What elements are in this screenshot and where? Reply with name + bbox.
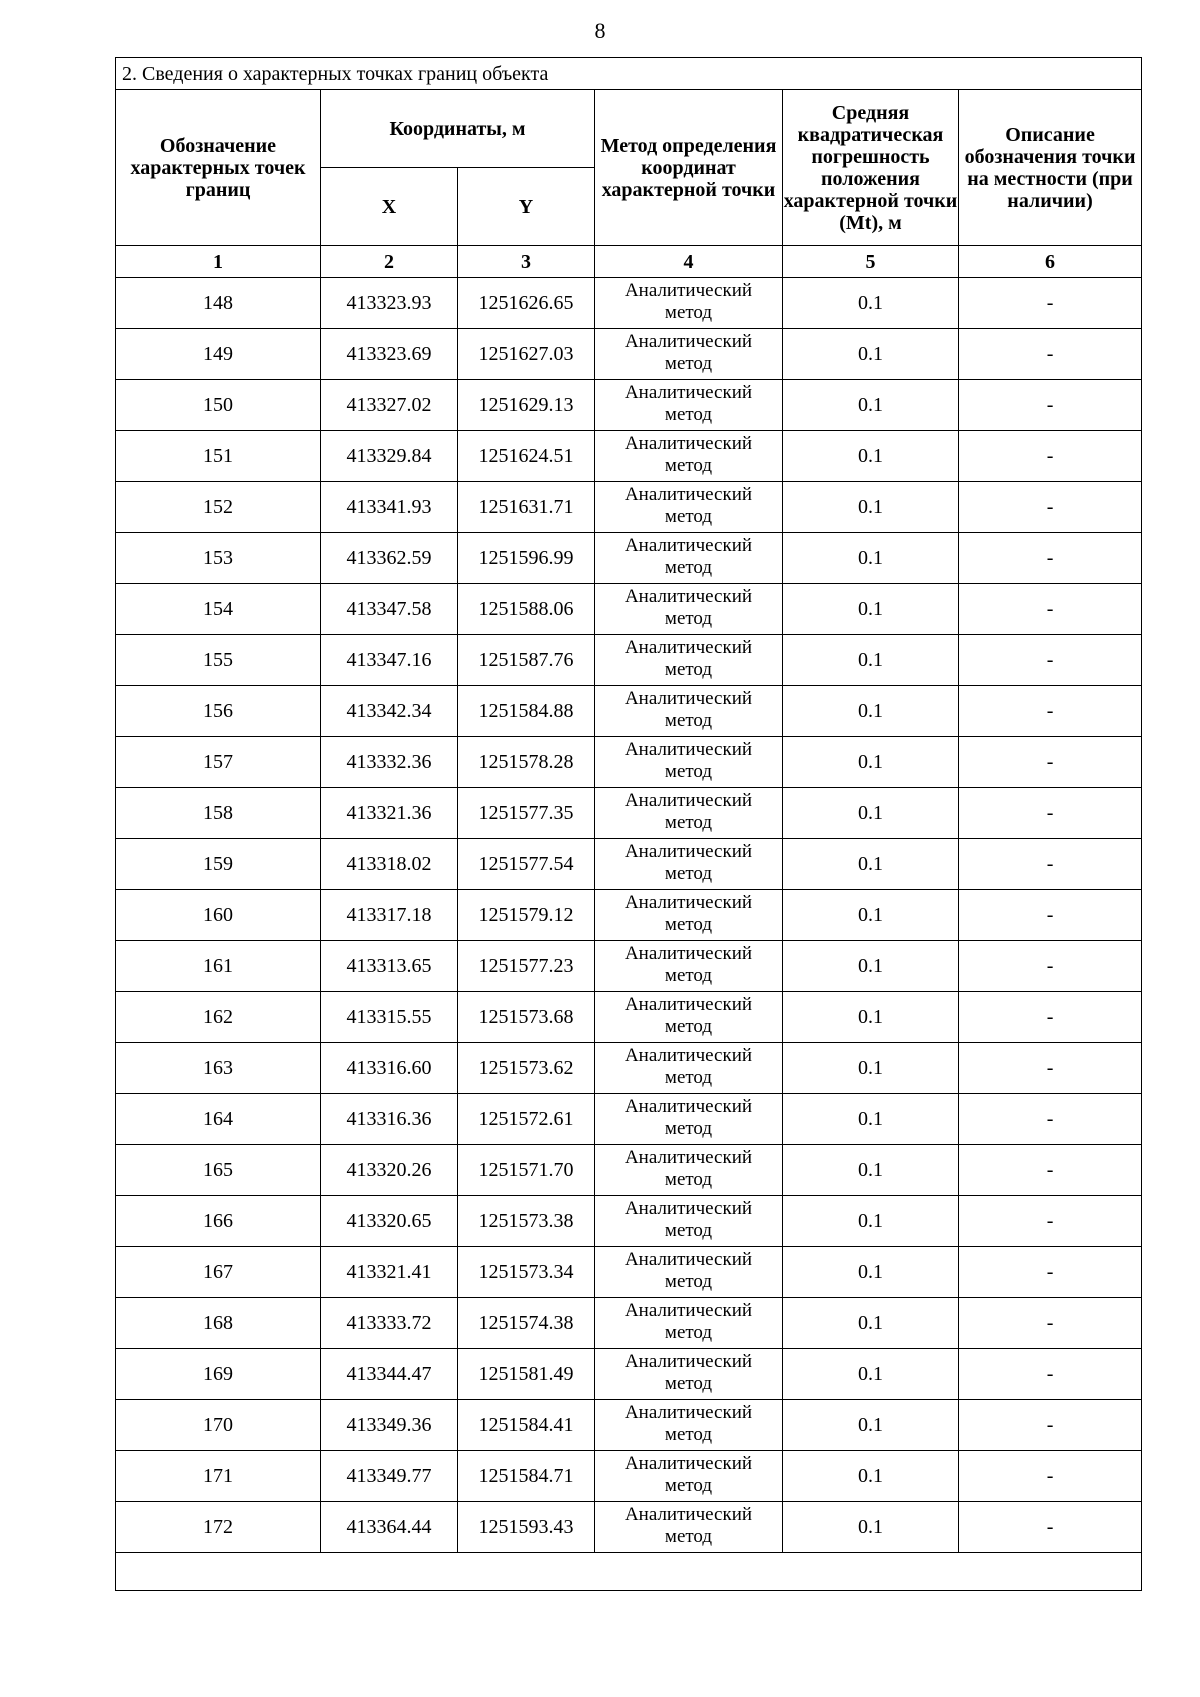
point-id: 149	[116, 329, 321, 380]
mean-square-error: 0.1	[783, 788, 959, 839]
mean-square-error: 0.1	[783, 1196, 959, 1247]
table-footer-empty-row	[116, 1553, 1142, 1591]
table-row	[116, 686, 1142, 737]
column-number: 1	[116, 246, 321, 278]
table-row	[116, 380, 1142, 431]
point-description: -	[959, 1451, 1142, 1502]
method-cell	[595, 788, 783, 839]
method-line-1: Аналитический	[624, 1453, 753, 1475]
point-description: -	[959, 1247, 1142, 1298]
method-line-1: Аналитический	[624, 280, 753, 302]
method-line-1: Аналитический	[624, 586, 753, 608]
point-id: 151	[116, 431, 321, 482]
method-line-2: метод	[664, 710, 713, 731]
method-line-1: Аналитический	[624, 382, 753, 404]
method-line-2: метод	[664, 455, 713, 476]
method-line-2: метод	[664, 506, 713, 527]
coordinate-y: 1251571.70	[458, 1145, 595, 1196]
method-line-2: метод	[664, 1067, 713, 1088]
coordinate-x: 413317.18	[321, 890, 458, 941]
method-line-2: метод	[664, 1373, 713, 1394]
coordinate-y: 1251629.13	[458, 380, 595, 431]
mean-square-error: 0.1	[783, 329, 959, 380]
method-cell	[595, 482, 783, 533]
method-line-1: Аналитический	[624, 943, 753, 965]
table-row	[116, 890, 1142, 941]
coordinate-y: 1251624.51	[458, 431, 595, 482]
method-line-2: метод	[664, 761, 713, 782]
column-number: 6	[959, 246, 1142, 278]
point-id: 148	[116, 278, 321, 329]
method-cell	[595, 941, 783, 992]
mean-square-error: 0.1	[783, 482, 959, 533]
table-row	[116, 788, 1142, 839]
point-description: -	[959, 635, 1142, 686]
point-id: 167	[116, 1247, 321, 1298]
coordinate-x: 413344.47	[321, 1349, 458, 1400]
method-cell	[595, 431, 783, 482]
table-row	[116, 584, 1142, 635]
header-coordinates: Координаты, м	[321, 90, 595, 168]
coordinate-x: 413321.36	[321, 788, 458, 839]
coordinate-x: 413316.36	[321, 1094, 458, 1145]
coordinate-x: 413364.44	[321, 1502, 458, 1553]
point-description: -	[959, 533, 1142, 584]
method-cell	[595, 584, 783, 635]
table-row	[116, 1145, 1142, 1196]
method-line-1: Аналитический	[624, 637, 753, 659]
point-description: -	[959, 941, 1142, 992]
point-id: 165	[116, 1145, 321, 1196]
method-cell	[595, 890, 783, 941]
point-description: -	[959, 737, 1142, 788]
point-id: 163	[116, 1043, 321, 1094]
method-cell	[595, 1094, 783, 1145]
point-id: 168	[116, 1298, 321, 1349]
method-line-1: Аналитический	[624, 841, 753, 863]
point-description: -	[959, 380, 1142, 431]
point-description: -	[959, 992, 1142, 1043]
method-line-2: метод	[664, 302, 713, 323]
method-line-2: метод	[664, 1169, 713, 1190]
table-body	[116, 278, 1142, 1553]
coordinate-y: 1251573.68	[458, 992, 595, 1043]
mean-square-error: 0.1	[783, 635, 959, 686]
header-point-description: Описание обозначения точки на местности (при наличии)	[959, 90, 1142, 246]
method-line-2: метод	[664, 404, 713, 425]
table-row	[116, 1400, 1142, 1451]
point-id: 169	[116, 1349, 321, 1400]
method-line-1: Аналитический	[624, 1147, 753, 1169]
method-cell	[595, 635, 783, 686]
method-cell	[595, 737, 783, 788]
table-row	[116, 1043, 1142, 1094]
point-id: 164	[116, 1094, 321, 1145]
column-number: 2	[321, 246, 458, 278]
mean-square-error: 0.1	[783, 1247, 959, 1298]
coordinate-x: 413323.69	[321, 329, 458, 380]
coordinate-x: 413320.65	[321, 1196, 458, 1247]
point-description: -	[959, 1298, 1142, 1349]
method-line-2: метод	[664, 557, 713, 578]
point-id: 156	[116, 686, 321, 737]
coordinate-y: 1251577.23	[458, 941, 595, 992]
table-row	[116, 1451, 1142, 1502]
method-cell	[595, 1043, 783, 1094]
point-description: -	[959, 1502, 1142, 1553]
table-row	[116, 839, 1142, 890]
boundary-points-table	[115, 57, 1142, 1591]
mean-square-error: 0.1	[783, 1349, 959, 1400]
point-id: 171	[116, 1451, 321, 1502]
method-cell	[595, 329, 783, 380]
method-line-1: Аналитический	[624, 484, 753, 506]
point-description: -	[959, 1349, 1142, 1400]
point-description: -	[959, 1400, 1142, 1451]
method-line-2: метод	[664, 1016, 713, 1037]
coordinate-y: 1251626.65	[458, 278, 595, 329]
coordinate-y: 1251584.71	[458, 1451, 595, 1502]
coordinate-x: 413347.16	[321, 635, 458, 686]
method-line-2: метод	[664, 812, 713, 833]
point-id: 162	[116, 992, 321, 1043]
column-number: 4	[595, 246, 783, 278]
method-line-2: метод	[664, 1271, 713, 1292]
point-description: -	[959, 1196, 1142, 1247]
page-number: 8	[594, 18, 606, 43]
method-line-1: Аналитический	[624, 892, 753, 914]
coordinate-x: 413342.34	[321, 686, 458, 737]
table-row	[116, 1502, 1142, 1553]
method-line-2: метод	[664, 1424, 713, 1445]
coordinate-y: 1251578.28	[458, 737, 595, 788]
header-x: X	[321, 168, 458, 246]
method-line-1: Аналитический	[624, 1351, 753, 1373]
method-cell	[595, 686, 783, 737]
mean-square-error: 0.1	[783, 1502, 959, 1553]
mean-square-error: 0.1	[783, 1451, 959, 1502]
method-cell	[595, 533, 783, 584]
table-row	[116, 737, 1142, 788]
table-row	[116, 1094, 1142, 1145]
mean-square-error: 0.1	[783, 839, 959, 890]
mean-square-error: 0.1	[783, 380, 959, 431]
point-id: 150	[116, 380, 321, 431]
method-cell	[595, 1349, 783, 1400]
table-row	[116, 431, 1142, 482]
coordinate-y: 1251573.34	[458, 1247, 595, 1298]
coordinate-x: 413362.59	[321, 533, 458, 584]
coordinate-y: 1251588.06	[458, 584, 595, 635]
method-cell	[595, 1247, 783, 1298]
coordinate-x: 413321.41	[321, 1247, 458, 1298]
method-line-1: Аналитический	[624, 688, 753, 710]
method-line-1: Аналитический	[624, 739, 753, 761]
method-line-2: метод	[664, 608, 713, 629]
mean-square-error: 0.1	[783, 992, 959, 1043]
method-line-1: Аналитический	[624, 331, 753, 353]
coordinate-x: 413349.77	[321, 1451, 458, 1502]
header-method: Метод определения координат характерной точки	[595, 90, 783, 246]
coordinate-y: 1251596.99	[458, 533, 595, 584]
mean-square-error: 0.1	[783, 890, 959, 941]
method-line-2: метод	[664, 659, 713, 680]
point-id: 170	[116, 1400, 321, 1451]
method-line-2: метод	[664, 863, 713, 884]
mean-square-error: 0.1	[783, 1298, 959, 1349]
coordinate-y: 1251573.38	[458, 1196, 595, 1247]
method-cell	[595, 380, 783, 431]
method-cell	[595, 1400, 783, 1451]
method-line-1: Аналитический	[624, 1096, 753, 1118]
method-line-2: метод	[664, 1220, 713, 1241]
coordinate-x: 413341.93	[321, 482, 458, 533]
method-cell	[595, 1298, 783, 1349]
coordinate-x: 413329.84	[321, 431, 458, 482]
section-title: 2. Сведения о характерных точках границ объекта	[116, 58, 1142, 90]
method-line-1: Аналитический	[624, 994, 753, 1016]
point-description: -	[959, 584, 1142, 635]
point-description: -	[959, 686, 1142, 737]
method-line-2: метод	[664, 1526, 713, 1547]
coordinate-y: 1251593.43	[458, 1502, 595, 1553]
table-row	[116, 1196, 1142, 1247]
point-description: -	[959, 329, 1142, 380]
method-line-1: Аналитический	[624, 1045, 753, 1067]
coordinate-y: 1251587.76	[458, 635, 595, 686]
coordinate-x: 413327.02	[321, 380, 458, 431]
method-line-2: метод	[664, 1118, 713, 1139]
point-description: -	[959, 1145, 1142, 1196]
coordinate-x: 413318.02	[321, 839, 458, 890]
header-mean-square-error: Средняя квадратическая погрешность положения характерной точки (Mt), м	[783, 90, 959, 246]
coordinate-y: 1251573.62	[458, 1043, 595, 1094]
point-id: 166	[116, 1196, 321, 1247]
mean-square-error: 0.1	[783, 941, 959, 992]
point-description: -	[959, 1043, 1142, 1094]
header-point-designation: Обозначение характерных точек границ	[116, 90, 321, 246]
mean-square-error: 0.1	[783, 686, 959, 737]
mean-square-error: 0.1	[783, 278, 959, 329]
table-row	[116, 482, 1142, 533]
coordinate-x: 413315.55	[321, 992, 458, 1043]
method-line-1: Аналитический	[624, 1198, 753, 1220]
method-line-1: Аналитический	[624, 1504, 753, 1526]
coordinate-y: 1251577.35	[458, 788, 595, 839]
mean-square-error: 0.1	[783, 584, 959, 635]
table-row	[116, 992, 1142, 1043]
header-y: Y	[458, 168, 595, 246]
point-id: 155	[116, 635, 321, 686]
table-row	[116, 635, 1142, 686]
coordinate-y: 1251572.61	[458, 1094, 595, 1145]
coordinate-x: 413347.58	[321, 584, 458, 635]
method-line-2: метод	[664, 914, 713, 935]
coordinate-x: 413349.36	[321, 1400, 458, 1451]
column-number: 5	[783, 246, 959, 278]
table-row	[116, 1247, 1142, 1298]
coordinate-y: 1251584.88	[458, 686, 595, 737]
point-id: 152	[116, 482, 321, 533]
method-line-1: Аналитический	[624, 433, 753, 455]
table-row	[116, 941, 1142, 992]
coordinate-y: 1251631.71	[458, 482, 595, 533]
table-row	[116, 1298, 1142, 1349]
point-description: -	[959, 890, 1142, 941]
method-line-2: метод	[664, 353, 713, 374]
point-id: 161	[116, 941, 321, 992]
method-line-2: метод	[664, 965, 713, 986]
mean-square-error: 0.1	[783, 1043, 959, 1094]
point-id: 159	[116, 839, 321, 890]
method-cell	[595, 1145, 783, 1196]
method-cell	[595, 1451, 783, 1502]
method-line-1: Аналитический	[624, 1249, 753, 1271]
method-line-1: Аналитический	[624, 1300, 753, 1322]
point-description: -	[959, 788, 1142, 839]
method-cell	[595, 992, 783, 1043]
coordinate-x: 413313.65	[321, 941, 458, 992]
point-description: -	[959, 482, 1142, 533]
mean-square-error: 0.1	[783, 1400, 959, 1451]
coordinate-x: 413320.26	[321, 1145, 458, 1196]
mean-square-error: 0.1	[783, 431, 959, 482]
method-line-1: Аналитический	[624, 535, 753, 557]
point-id: 172	[116, 1502, 321, 1553]
method-line-2: метод	[664, 1475, 713, 1496]
coordinate-y: 1251584.41	[458, 1400, 595, 1451]
mean-square-error: 0.1	[783, 737, 959, 788]
point-id: 154	[116, 584, 321, 635]
mean-square-error: 0.1	[783, 533, 959, 584]
coordinate-y: 1251574.38	[458, 1298, 595, 1349]
point-id: 160	[116, 890, 321, 941]
method-cell	[595, 1502, 783, 1553]
coordinate-y: 1251627.03	[458, 329, 595, 380]
table-row	[116, 329, 1142, 380]
coordinate-x: 413332.36	[321, 737, 458, 788]
point-description: -	[959, 1094, 1142, 1145]
point-id: 157	[116, 737, 321, 788]
table-row	[116, 533, 1142, 584]
point-description: -	[959, 278, 1142, 329]
table-row	[116, 1349, 1142, 1400]
column-number: 3	[458, 246, 595, 278]
method-line-1: Аналитический	[624, 790, 753, 812]
coordinate-y: 1251579.12	[458, 890, 595, 941]
point-id: 158	[116, 788, 321, 839]
table-row	[116, 278, 1142, 329]
mean-square-error: 0.1	[783, 1094, 959, 1145]
method-line-1: Аналитический	[624, 1402, 753, 1424]
coordinate-x: 413316.60	[321, 1043, 458, 1094]
method-line-2: метод	[664, 1322, 713, 1343]
coordinate-y: 1251581.49	[458, 1349, 595, 1400]
coordinate-y: 1251577.54	[458, 839, 595, 890]
method-cell	[595, 1196, 783, 1247]
method-cell	[595, 839, 783, 890]
coordinate-x: 413323.93	[321, 278, 458, 329]
coordinate-x: 413333.72	[321, 1298, 458, 1349]
point-description: -	[959, 431, 1142, 482]
point-id: 153	[116, 533, 321, 584]
point-description: -	[959, 839, 1142, 890]
mean-square-error: 0.1	[783, 1145, 959, 1196]
method-cell	[595, 278, 783, 329]
